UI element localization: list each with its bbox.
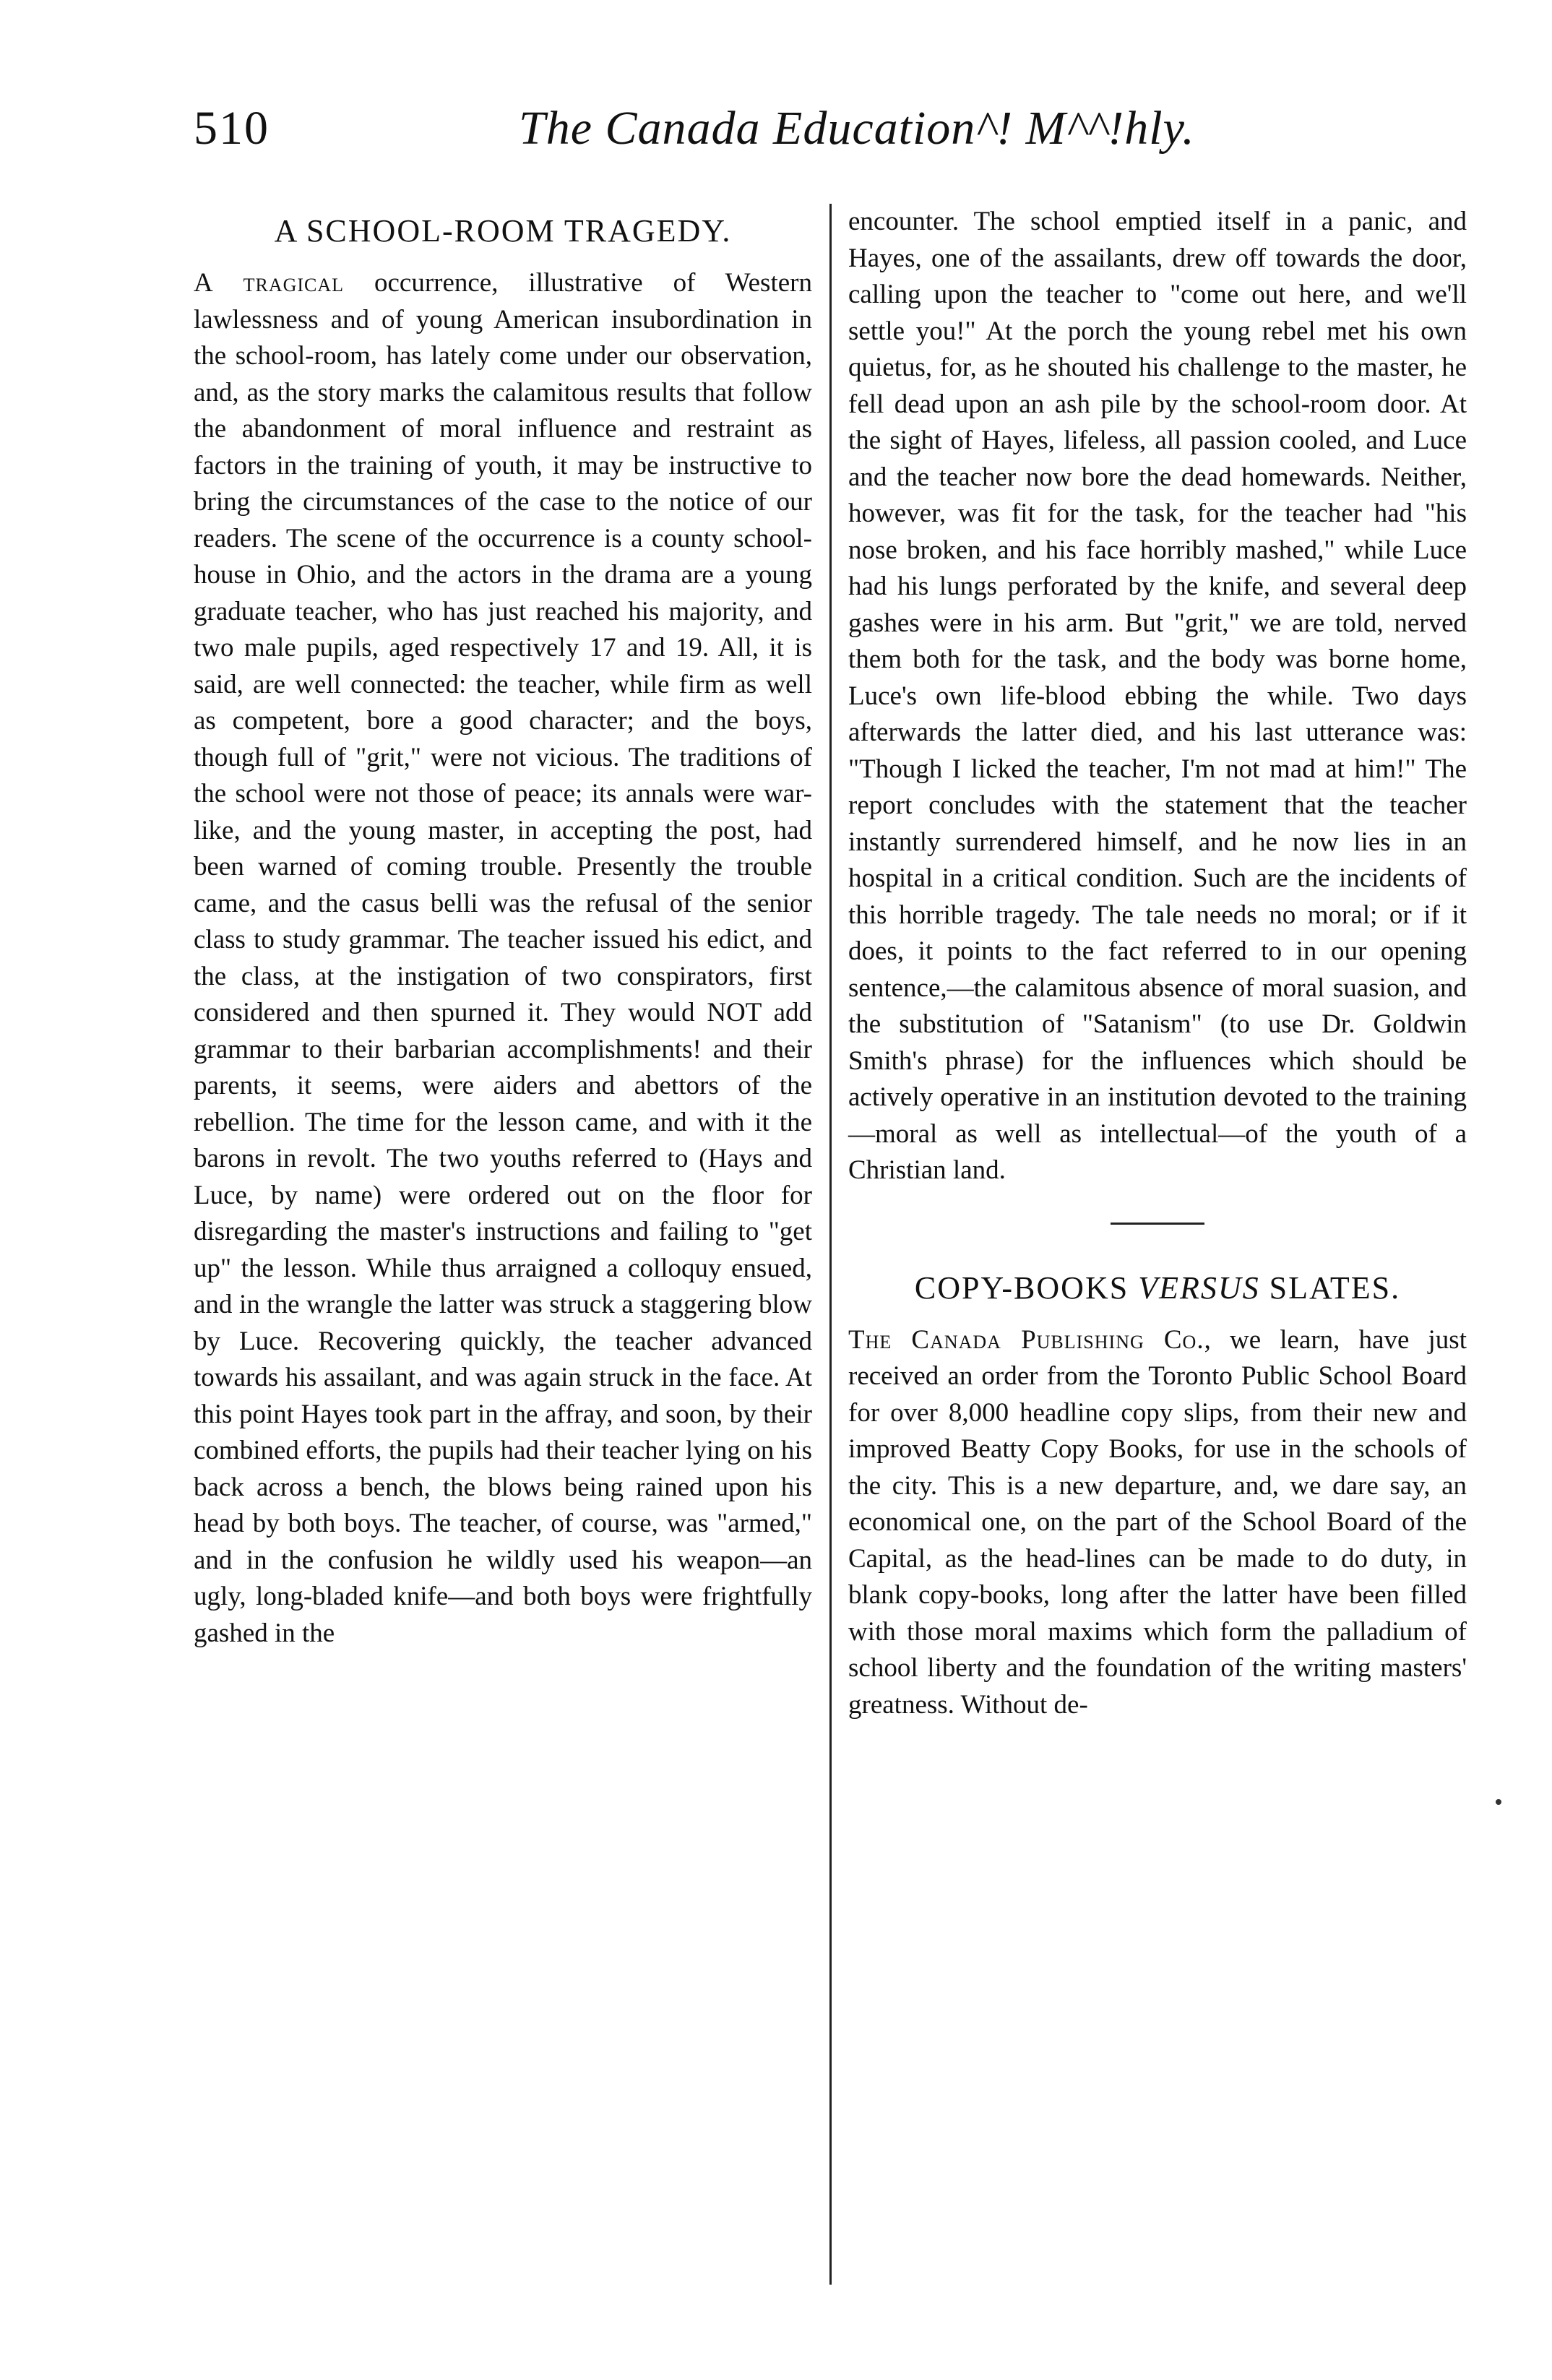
lead-words: A tragical (194, 268, 345, 298)
article-text: occurrence, illustrative of Western lawlessness and of young American insubordination in the school-room, has lately come under our observation, and, as the story marks the calamitous results that follow the abandonment of moral influence and restraint as factors in the training of youth, it may be instructive to bring the circumstances of the case to the notice of our readers. The scene of the occurrence is a county school-house in Ohio, and the actors in the drama are a young graduate teacher, who has just reached his majority, and two male pupils, aged respectively 17 and 19. All, it is said, are well connected: the teacher, while firm as well as competent, bore a good character; and the boys, though full of "grit," were not vicious. The traditions of the school were not those of peace; its annals were war-like, and the young master, in accepting the post, had been warned of coming trouble. Presently the trouble came, and the casus belli was the refusal of the senior class to study grammar. The teacher issued his edict, and the class, at the instigation of two conspirators, first considered and then spurned it. They would NOT add grammar to their barbarian accomplishments! and their parents, it seems, were aiders and abettors of the rebellion. The time for the lesson came, and with it the barons in revolt. The two youths referred to (Hays and Luce, by name) were ordered out on the floor for disregarding the master's instructions and failing to "get up" the lesson. While thus arraigned a colloquy ensued, and in the wrangle the latter was struck a staggering blow by Luce. Recovering quickly, the teacher advanced towards his assailant, and was again struck in the face. At this point Hayes took part in the affray, and soon, by their combined efforts, the pupils had their teacher lying on his back across a bench, the blows being rained upon his head by both boys. The teacher, of course, was "armed," and in the confusion he wildly used his weapon—an ugly, long-bladed knife—and both boys were frightfully gashed in the (194, 268, 812, 1648)
lead-words: The Canada Publishing Co. (848, 1324, 1204, 1355)
print-speck (1496, 1799, 1501, 1805)
title-versus: VERSUS (1138, 1269, 1260, 1306)
section-separator (1111, 1223, 1204, 1225)
left-column (194, 204, 812, 1652)
title-part: COPY-BOOKS (914, 1269, 1139, 1306)
title-part: SLATES. (1259, 1269, 1401, 1306)
column-divider (829, 204, 832, 2285)
second-article-body (848, 1322, 1467, 1724)
page-header (194, 101, 1451, 173)
article-body (194, 265, 812, 1652)
right-column (848, 204, 1467, 1723)
page-number: 510 (194, 102, 270, 155)
article-title: A SCHOOL-ROOM TRAGEDY. (274, 213, 732, 249)
running-title: The Canada Education^! M^^!hly. (519, 102, 1195, 155)
second-article-title (848, 1269, 1467, 1306)
second-article-text: , we learn, have just received an order from the Toronto Public School Board for over 8,000 headline copy slips, from their new and improved Beatty Copy Books, for use in the schools of the city. This is a new departure, and, we dare say, an economical one, on the part of the School Board of the Capital, as the head-lines can be made to do duty, in blank copy-books, long after the latter have been filled with those moral maxims which form the palladium of school liberty and the foundation of the writing masters' greatness. Without de- (848, 1324, 1467, 1720)
article-continuation: encounter. The school emptied itself in a panic, and Hayes, one of the assailants, drew off towards the door, calling upon the teacher to "come out here, and we'll settle you!" At the porch the young rebel met his own quietus, for, as he shouted his challenge to the master, he fell dead upon an ash pile by the school-room door. At the sight of Hayes, lifeless, all passion cooled, and Luce and the teacher now bore the dead homewards. Neither, however, was fit for the task, for the teacher had "his nose broken, and his face horribly mashed," while Luce had his lungs perforated by the knife, and several deep gashes were in his arm. But "grit," we are told, nerved them both for the task, and the body was borne home, Luce's own life-blood ebbing the while. Two days afterwards the latter died, and his last utterance was: "Though I licked the teacher, I'm not mad at him!" The report concludes with the statement that the teacher instantly surrendered himself, and he now lies in an hospital in a critical condition. Such are the incidents of this horrible tragedy. The tale needs no moral; or if it does, it points to the fact referred to in our opening sentence,—the calamitous absence of moral suasion, and the substitution of "Satanism" (to use Dr. Goldwin Smith's phrase) for the influences which should be actively operative in an institution devoted to the training—moral as well as intellectual—of the youth of a Christian land. (848, 207, 1467, 1185)
second-article (848, 1269, 1467, 1724)
